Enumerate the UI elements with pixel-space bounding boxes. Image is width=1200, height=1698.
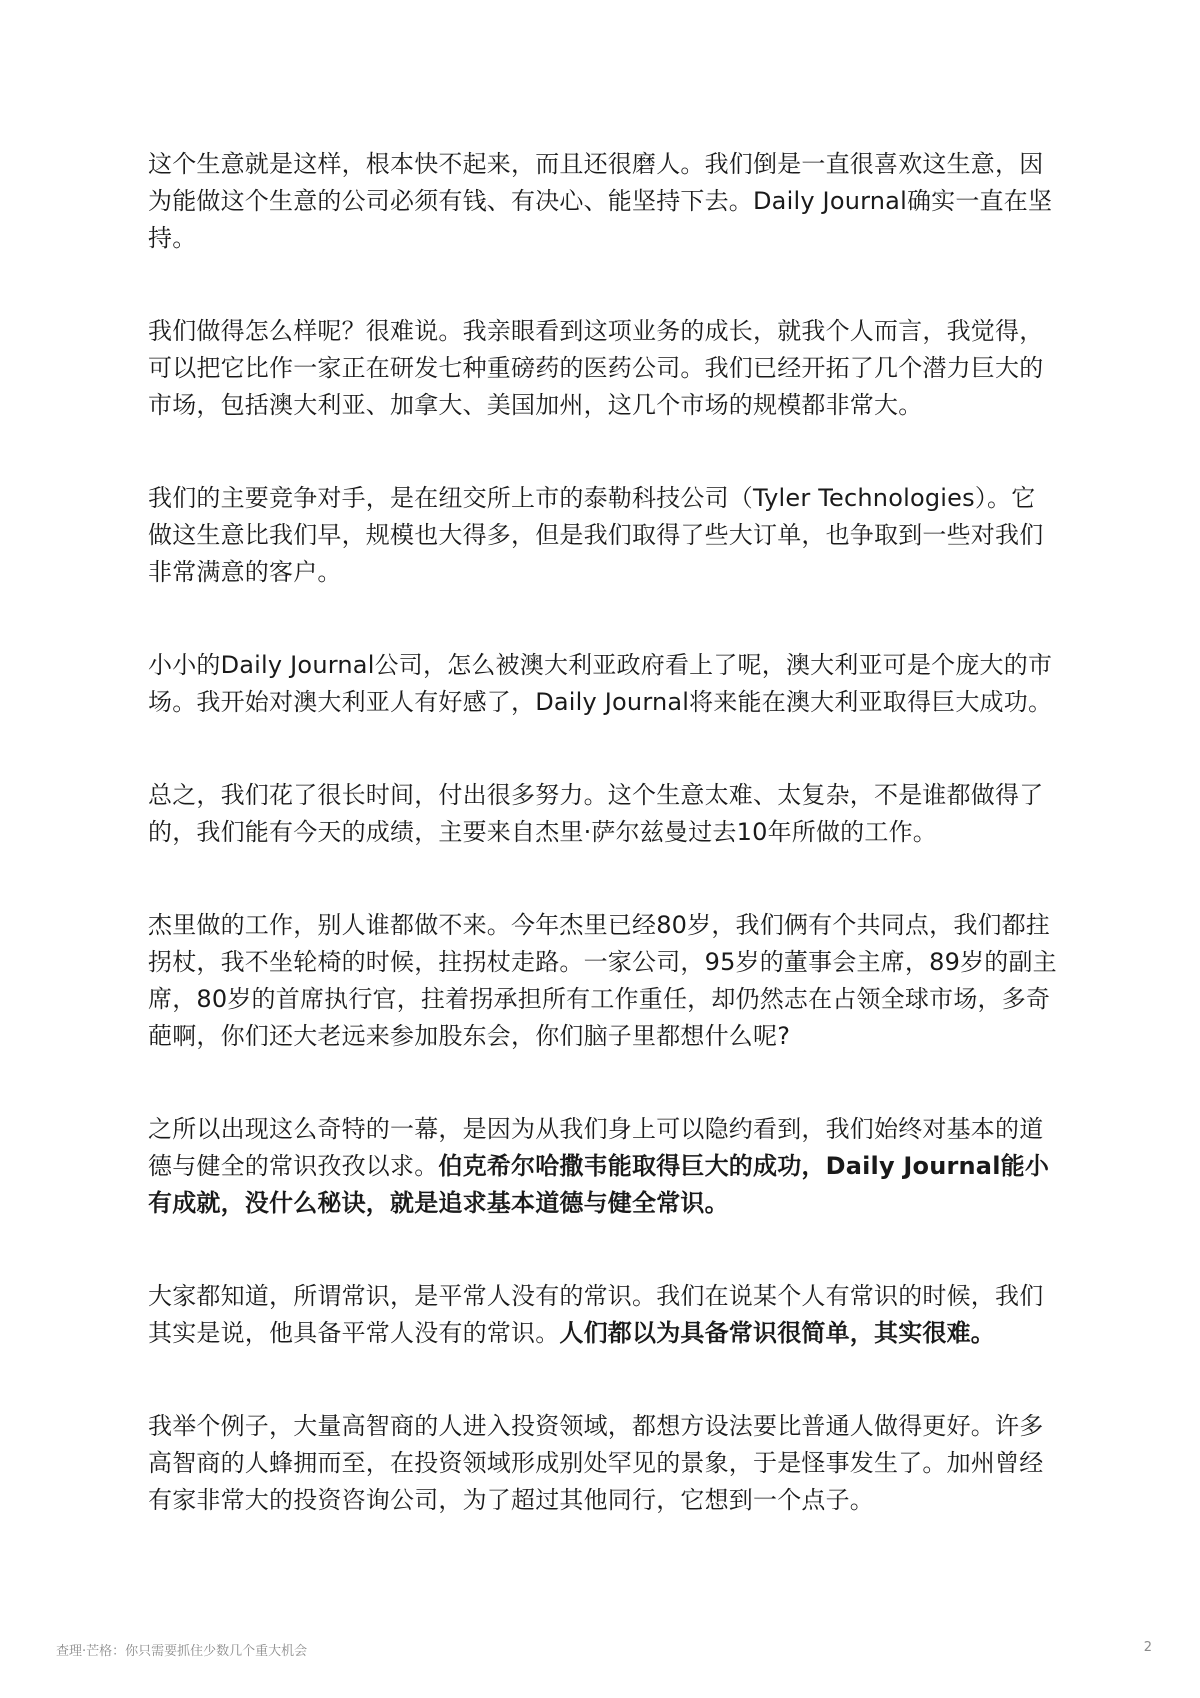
paragraph-text: 之所以出现这么奇特的一幕，是因为从我们身上可以隐约看到，我们始终对基本的道德与健全的常识孜孜以求。 <box>148 1115 1044 1180</box>
paragraph <box>148 1111 1058 1222</box>
paragraph <box>148 146 1058 257</box>
paragraph <box>148 1408 1058 1519</box>
paragraph <box>148 1278 1058 1352</box>
paragraph-text: 杰里做的工作，别人谁都做不来。今年杰里已经80岁，我们俩有个共同点，我们都拄拐杖，我不坐轮椅的时候，拄拐杖走路。一家公司，95岁的董事会主席，89岁的副主席，80岁的首席执行官，拄着拐承担所有工作重任，却仍然志在占领全球市场，多奇葩啊，你们还大老远来参加股东会，你们脑子里都想什么呢? <box>148 911 1057 1050</box>
paragraph <box>148 647 1058 721</box>
paragraph-text: 大家都知道，所谓常识，是平常人没有的常识。我们在说某个人有常识的时候，我们其实是说，他具备平常人没有的常识。 <box>148 1282 1044 1347</box>
paragraph-text: 我举个例子，大量高智商的人进入投资领域，都想方设法要比普通人做得更好。许多高智商的人蜂拥而至，在投资领域形成别处罕见的景象，于是怪事发生了。加州曾经有家非常大的投资咨询公司，为了超过其他同行，它想到一个点子。 <box>148 1412 1044 1514</box>
paragraph-bold-text: 人们都以为具备常识很简单，其实很难。 <box>559 1319 996 1347</box>
paragraph-bold-text: 伯克希尔哈撒韦能取得巨大的成功，Daily Journal能小有成就，没什么秘诀，就是追求基本道德与健全常识。 <box>148 1152 1050 1217</box>
paragraph <box>148 313 1058 424</box>
paragraph <box>148 777 1058 851</box>
paragraph <box>148 480 1058 591</box>
paragraph-text: 我们的主要竞争对手，是在纽交所上市的泰勒科技公司（Tyler Technologies）。它做这生意比我们早，规模也大得多，但是我们取得了些大订单，也争取到一些对我们非常满意的客户。 <box>148 484 1044 586</box>
paragraph-text: 这个生意就是这样，根本快不起来，而且还很磨人。我们倒是一直很喜欢这生意，因为能做这个生意的公司必须有钱、有决心、能坚持下去。Daily Journal确实一直在坚持。 <box>148 150 1053 252</box>
paragraph-text: 总之，我们花了很长时间，付出很多努力。这个生意太难、太复杂，不是谁都做得了的，我们能有今天的成绩，主要来自杰里·萨尔兹曼过去10年所做的工作。 <box>148 781 1044 846</box>
paragraph-text: 我们做得怎么样呢？很难说。我亲眼看到这项业务的成长，就我个人而言，我觉得，可以把它比作一家正在研发七种重磅药的医药公司。我们已经开拓了几个潜力巨大的市场，包括澳大利亚、加拿大、美国加州，这几个市场的规模都非常大。 <box>148 317 1044 419</box>
page-footer <box>56 1640 1152 1659</box>
body-text <box>148 146 1058 1519</box>
footer-title: 查理·芒格：你只需要抓住少数几个重大机会 <box>56 1644 308 1659</box>
page-number: 2 <box>1143 1640 1152 1655</box>
paragraph-text: 小小的Daily Journal公司，怎么被澳大利亚政府看上了呢，澳大利亚可是个庞大的市场。我开始对澳大利亚人有好感了，Daily Journal将来能在澳大利亚取得巨大成功。 <box>148 651 1053 716</box>
paragraph <box>148 907 1058 1055</box>
